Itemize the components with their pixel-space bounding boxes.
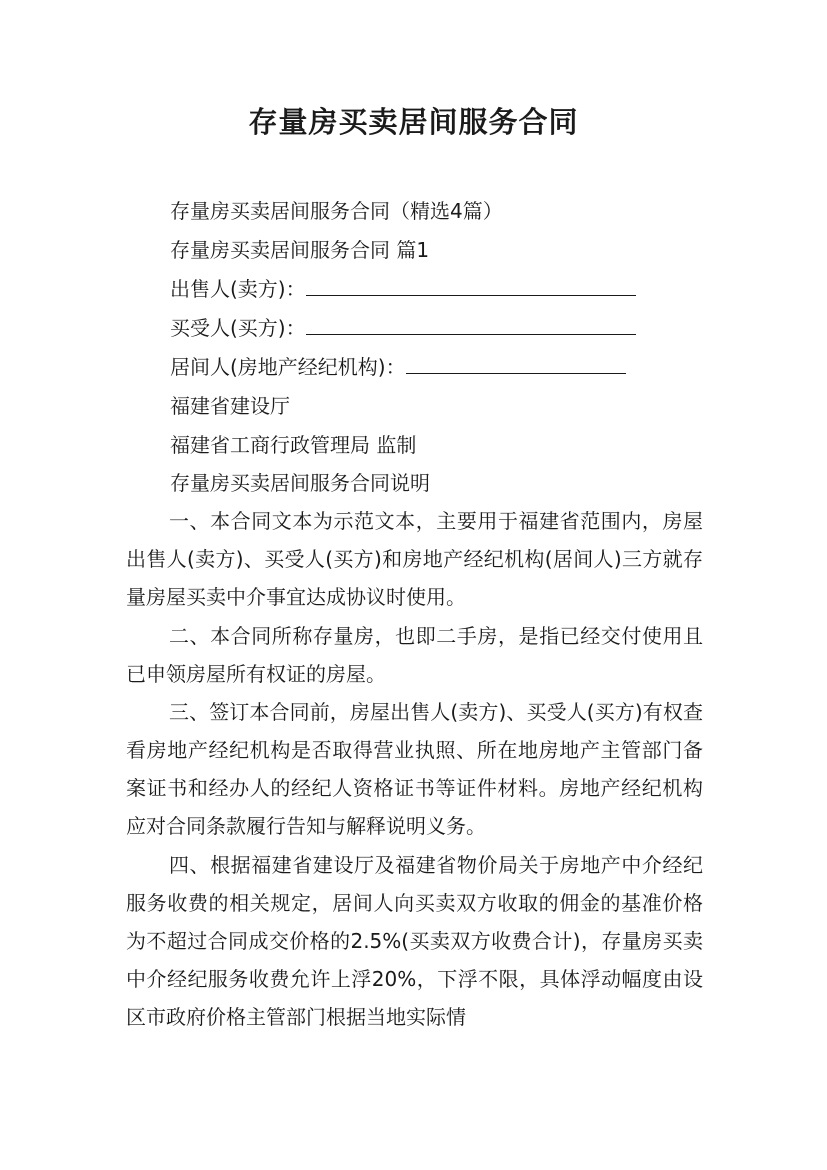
agent-blank-field[interactable] [406,355,626,374]
seller-line [170,276,636,302]
buyer-label: 买受人(买方)： [170,316,306,340]
buyer-blank-field[interactable] [306,316,636,335]
agent-line [170,354,626,380]
instruction-paragraph-1: 一、本合同文本为示范文本，主要用于福建省范围内，房屋出售人(卖方)、买受人(买方)和房地产经纪机构(居间人)三方就存量房屋买卖中介事宜达成协议时使用。 [126,509,703,609]
document-title: 存量房买卖居间服务合同 [248,105,579,139]
issuer-commerce-bureau: 福建省工商行政管理局 监制 [170,433,417,457]
seller-label: 出售人(卖方)： [170,277,306,301]
agent-label: 居间人(房地产经纪机构)： [170,355,406,379]
seller-blank-field[interactable] [306,277,636,296]
document-subtitle: 存量房买卖居间服务合同（精选4篇） [170,199,503,223]
section-heading: 存量房买卖居间服务合同 篇1 [170,238,430,262]
buyer-line [170,315,636,341]
instruction-paragraph-4: 四、根据福建省建设厅及福建省物价局关于房地产中介经纪服务收费的相关规定，居间人向买卖双方收取的佣金的基准价格为不超过合同成交价格的2.5%(买卖双方收费合计)，存量房买卖中介经纪服务收费允许上浮20%，下浮不限，具体浮动幅度由设区市政府价格主管部门根据当地实际情 [126,853,703,1029]
instruction-paragraph-2: 二、本合同所称存量房，也即二手房，是指已经交付使用且已申领房屋所有权证的房屋。 [126,624,703,686]
instruction-paragraph-3: 三、签订本合同前，房屋出售人(卖方)、买受人(买方)有权查看房地产经纪机构是否取得营业执照、所在地房地产主管部门备案证书和经办人的经纪人资格证书等证件材料。房地产经纪机构应对合同条款履行告知与解释说明义务。 [126,700,703,838]
instructions-heading: 存量房买卖居间服务合同说明 [170,471,430,495]
issuer-construction-dept: 福建省建设厅 [170,394,290,418]
